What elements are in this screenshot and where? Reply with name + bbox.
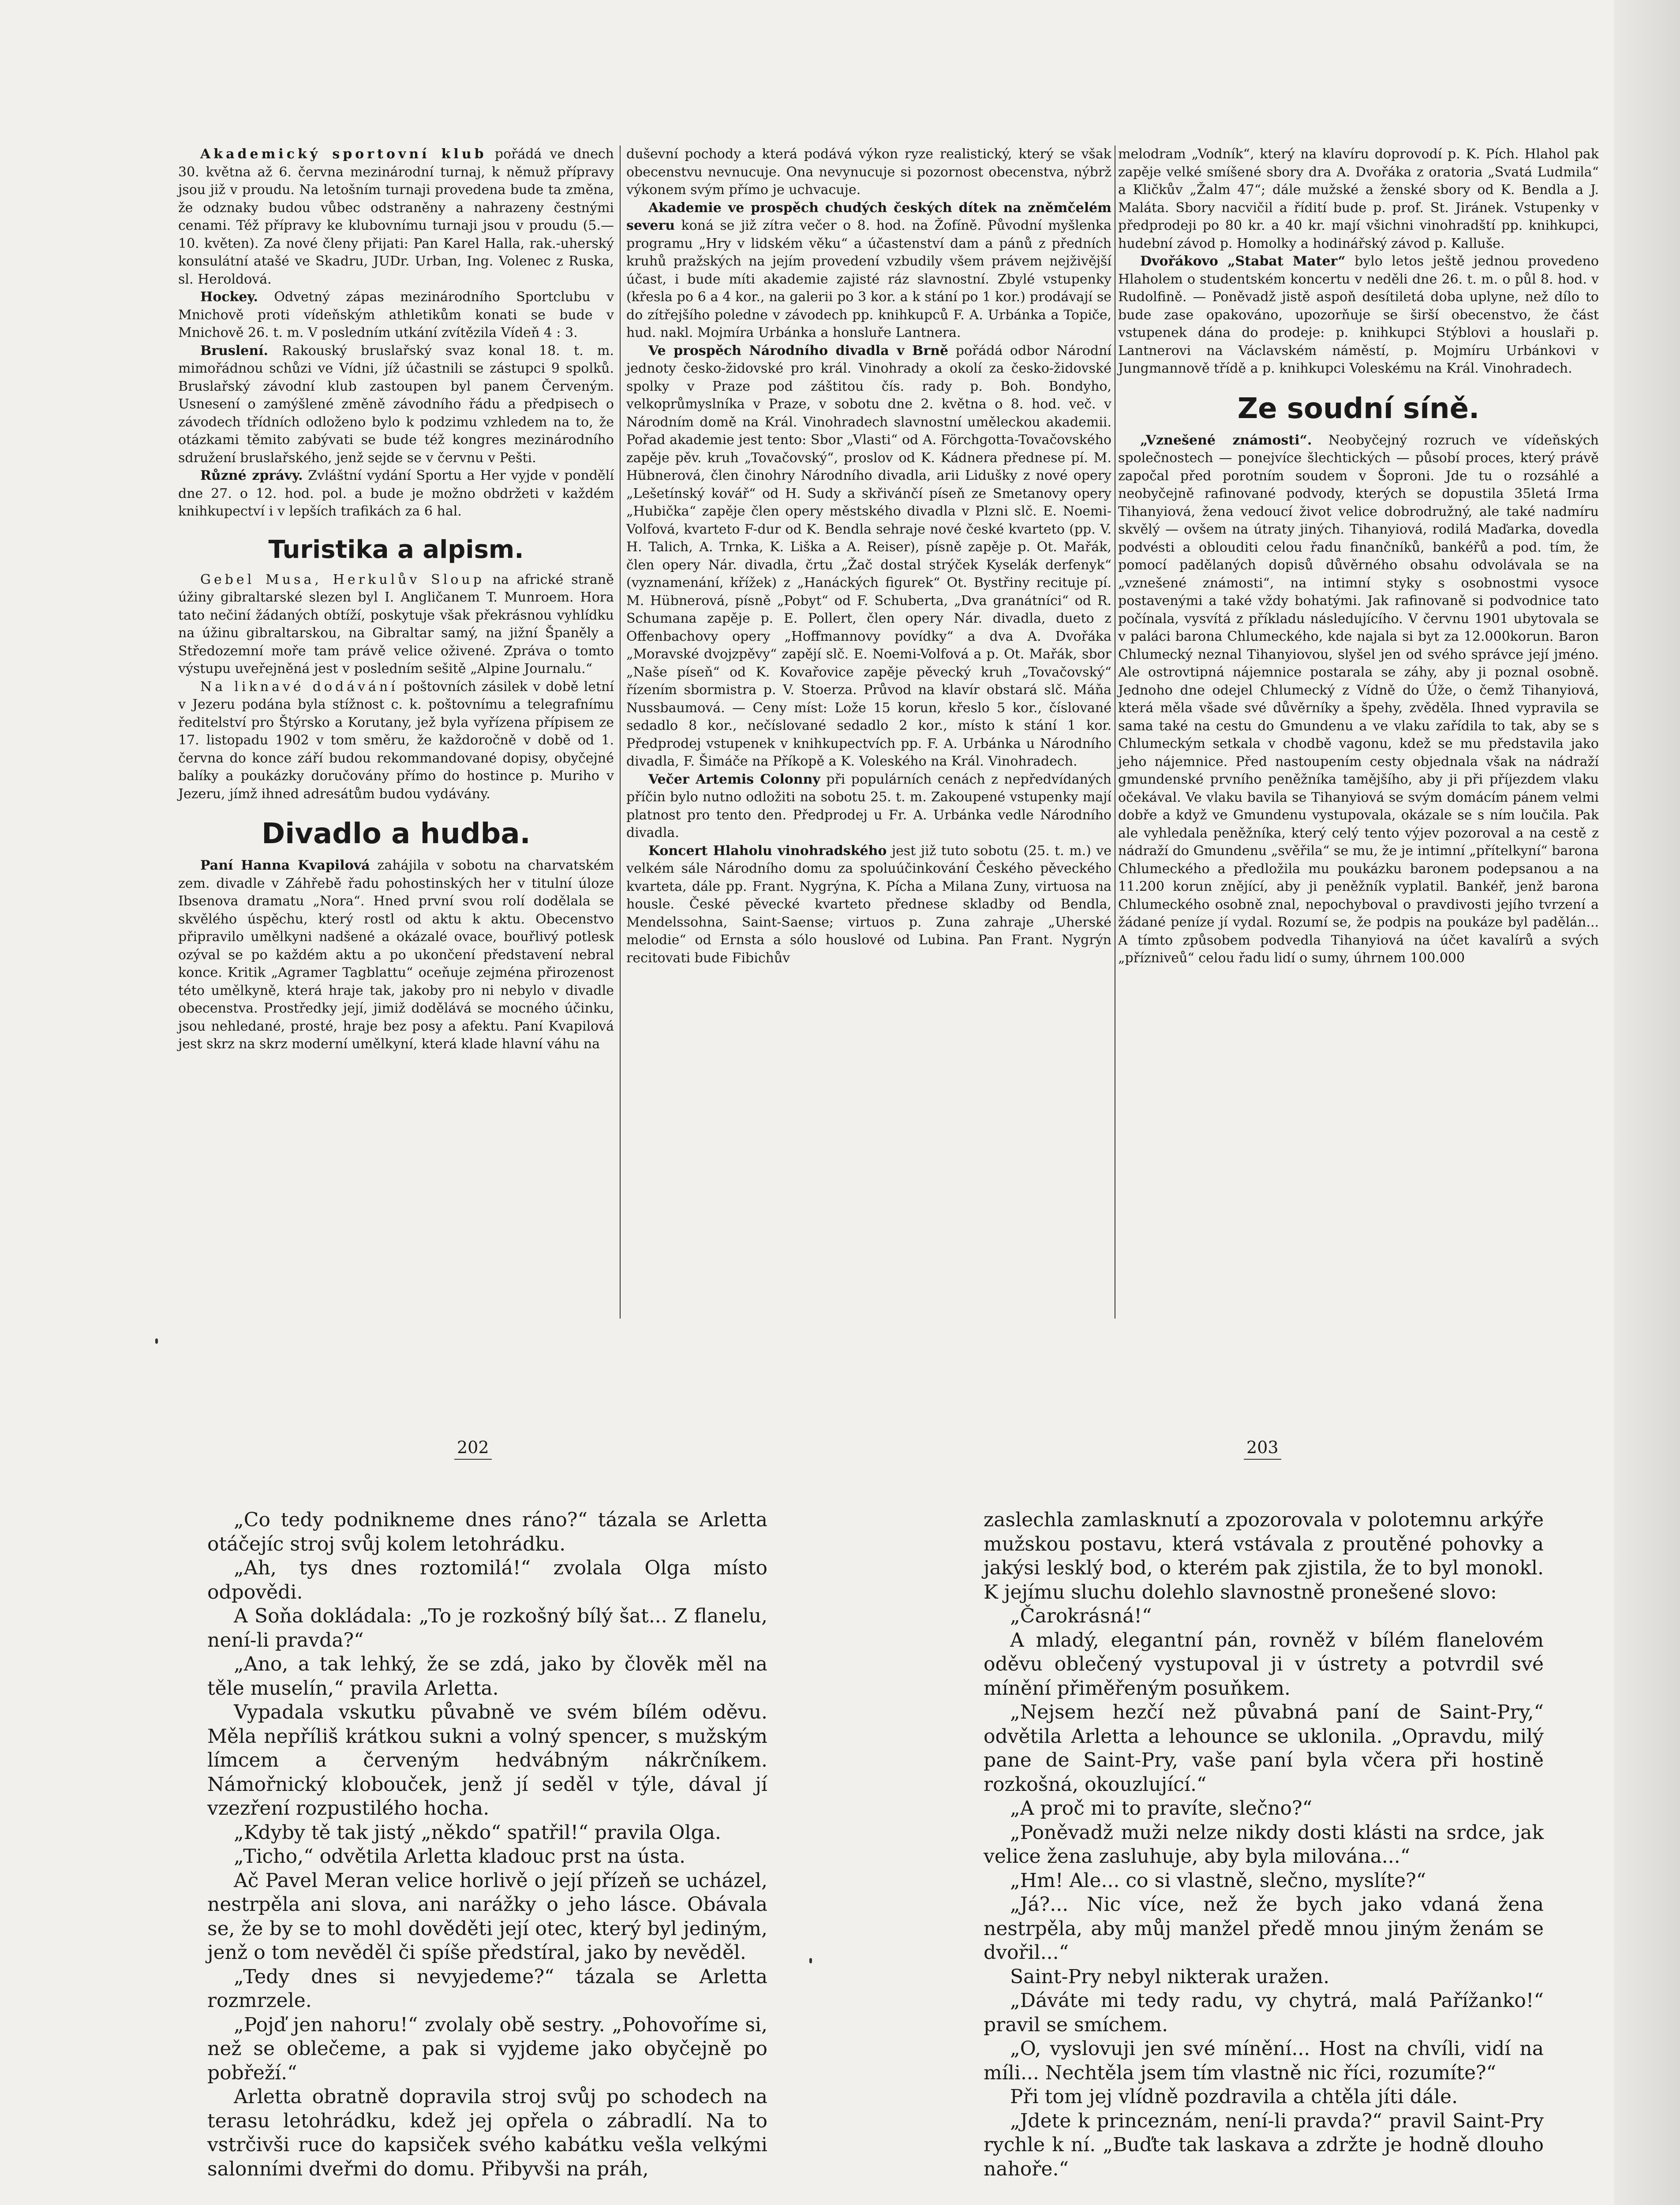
paragraph: „Dáváte mi tedy radu, vy chytrá, malá Pařížanko!“ pravil se smíchem. [984,1989,1544,2036]
paragraph: „O, vyslovuji jen své mínění... Host na chvíli, vidí na míli... Nechtěla jsem tím vlastně nic říci, rozumíte?“ [984,2037,1544,2084]
paragraph: melodram „Vodník“, který na klavíru doprovodí p. K. Pích. Hlahol pak zapěje velké smíšené sbory dra A. Dvořáka z oratoria „Svatá Ludmila“ a Kličkův „Žalm 47“; dále mužské a ženské sbory od K. Bendla a J. Malátа. Sbory nacvičil a řídití bude p. prof. St. Jiránek. Vstupenky v předprodeji po 80 kr. a 40 kr. mají všichni vinohradští pp. knihkupci, hudební závod p. Homolky a hodinářský závod p. Kalluše. [1118,146,1599,251]
page-number-right: 203 [1244,1438,1281,1460]
paragraph: Arletta obratně dopravila stroj svůj po schodech na terasu letohrádku, kdež jej opřela o zábradlí. Na to vstrčivši ruce do kapsiček svého kabátku vešla velkými salonními dveřmi do domu. Přibyvši na práh, [207,2085,767,2180]
paragraph: „Vznešené známosti“. Neobyčejný rozruch ve vídeňských společnostech — ponejvíce šlechtických — působí proces, který právě započal před porotním soudem v Šoproni. Jde tu o rozsáhlé a neobyčejně rafinované podvody, kterých se dopustila 35letá Irma Tihanyiová, žena vedoucí život velice dobrodružný, ale také nadmíru skvělý — ovšem na útraty jiných. Tihanyiová, rodilá Maďarka, dovedla podvésti a oblouditi celou řadu finančníků, bankéřů a pod. tím, že pomocí padělaných dopisů důvěrného obsahu odvolávala se na „vznešené známosti“, na intimní styky s osobnostmi vysoce postavenými a také vždy bohatými. Jak rafinovaně si podvodnice tato počínala, vysvítá z příkladu následujícího. V červnu 1901 ubytovala se v paláci barona Chlumeckého, kde najala si byt za 12.000korun. Baron Chlumecký neznal Tihanyiovou, slyšel jen od svého správce její jméno. Ale ostrovtipná nájemnice postarala se záhy, aby ji poznal osobně. Jednoho dne odejel Chlumecký z Vídně do Úže, o čemž Tihanyiová, která měla všade své důvěrníky a špehy, zvěděla. Ihned vypravila se sama také na cestu do Gmundenu a ve vlaku zařídila to tak, aby se s Chlumeckým setkala v chodbě vagonu, kdež se mu představila jako jeho nájemnice. Před nastoupením cesty objednala však na nádraží gmundenské prvního peněžníka tamějšího, aby ji při příjezdem vlaku očekával. Ve vlaku bavila se Tihanyiová se svým domácím pánem velmi dobře a když ve Gmundenu vystupovala, okázale se s ním loučila. Pak ale vyhledala peněžníka, který celý tento výjev pozoroval a na cestě z nádraží do Gmundenu „svěřila“ se mu, že je intimní „přítelkyní“ barona Chlumeckého a předložila mu poukázku baronem podepsanou a na 11.200 korun znějící, aby ji peněžník vyplatil. Bankéř, jenž barona Chlumeckého osobně znal, nepochyboval o pravdivosti jejího tvrzení a žádané peníze jí vydal. Rozumí se, že podpis na poukáze byl padělán... A tímto způsobem podvedla Tihanyiová na účet kavalírů a svých „přízniveů“ celou řadu lidí o sumy, úhrnem 100.000 [1118,432,1599,966]
section-heading: Ze soudní síně. [1237,392,1480,425]
paragraph: „Ticho,“ odvětila Arletta kladouc prst na ústa. [234,1845,686,1868]
column-rule [620,146,621,1319]
paragraph: Paní Hanna Kvapilová zahájila v sobotu na charvatském zem. divadle v Záhřebě řadu pohostinských her v titulní úloze Ibsenova dramatu „Nora“. Hned první svou rolí dodělala se skvělého úspěchu, který rostl od aktu k aktu. Obecenstvo připravilo umělkyni nadšené a okázalé ovace, bouřlivý potlesk ozýval se po každém aktu a po ukončení představení nebral konce. Kritik „Agramer Tagblattu“ oceňuje zejména přirozenost této umělkyně, která hraje tak, jakoby pro ni nebylo v divadle obecenstva. Prostředky její, jimiž dodělává se mocného účinku, jsou nehledané, prosté, hraje bez posy a afektu. Paní Kvapilová jest skrz na skrz moderní umělkyní, která klade hlavní váhu na [178,858,614,1052]
section-heading: Turistika a alpism. [268,535,524,564]
scan-speck [155,1338,158,1344]
paragraph: „Nejsem hezčí než půvabná paní de Saint-Pry,“ odvětila Arletta a lehounce se uklonila. „Opravdu, milý pane de Saint-Pry, vaše paní byla včera při hostině rozkošná, okouzlující.“ [984,1701,1544,1796]
paragraph: „Poněvadž muži nelze nikdy dosti klásti na srdce, jak velice žena zasluhuje, aby byla milována...“ [984,1821,1544,1868]
paragraph: „Hm! Ale... co si vlastně, slečno, myslíte?“ [1010,1869,1426,1892]
paragraph: A Soňa dokládala: „To je rozkošný bílý šat... Z flanelu, není-li pravda?“ [207,1605,767,1652]
paragraph: duševní pochody a která podává výkon ryze realistický, který se však obecenstvu nevnucuje. Ona nevynucuje si pozornost obecenstva, nýbrž výkonem svým přímo je uchvacuje. [626,146,1111,198]
paragraph: Vypadala vskutku půvabně ve svém bílém oděvu. Měla nepříliš krátkou sukni a volný spencer, s mužským límcem a červeným hedvábným nákrčníkem. Námořnický klobouček, jenž jí seděl v týle, dával jí vzezření rozpustilého hocha. [207,1701,767,1820]
paragraph: Dvořákovo „Stabat Mater“ bylo letos ještě jednou provedeno Hlaholem o studentském koncertu v neděli dne 26. t. m. o půl 8. hod. v Rudolfině. — Poněvadž jistě aspoň desítiletá doba uplyne, než dílo to bude zase opakováno, upozorňuje se širší obecenstvo, že část vstupenek dána do prodeje: p. knihkupci Stýblovi a houslaři p. Lantnerovi na Václavském náměstí, p. Mojmíru Urbánkovi v Jungmannově třídě a p. knihkupci Voleskému na Král. Vinohradech. [1118,254,1599,376]
paragraph: „Já?... Nic více, než že bych jako vdaná žena nestrpěla, aby můj manžel předě mnou jiným ženám se dvořil...“ [984,1893,1544,1964]
section-heading: Divadlo a hudba. [262,818,531,850]
paragraph: Hockey. Odvetný zápas mezinárodního Sportclubu v Mnichově proti vídeňským athletikům konati se bude v Mnichově 26. t. m. V posledním utkání zvítězila Vídeň 4 : 3. [178,289,614,340]
paragraph: A mladý, elegantní pán, rovněž v bílém flanelovém oděvu oblečený vystupoval ji v ústrety a potvrdil své mínění přiměřeným posuňkem. [984,1629,1544,1700]
paragraph: „Jdete k princeznám, není-li pravda?“ pravil Saint-Pry rychle k ní. „Buďte tak laskava a zdržte je hodně dlouho nahoře.“ [984,2109,1544,2180]
paragraph: „Pojď jen nahoru!“ zvolaly obě sestry. „Pohovoříme si, než se oblečeme, a pak si vyjdeme jako obyčejně po pobřeží.“ [207,2013,767,2084]
scan-edge [1614,0,1680,2205]
paragraph: Při tom jej vlídně pozdravila a chtěla jíti dále. [1010,2085,1458,2108]
paragraph: „Co tedy podnikneme dnes ráno?“ tázala se Arletta otáčejíc stroj svůj kolem letohrádku. [207,1509,767,1555]
paragraph: Večer Artemis Colonny při populárních cenách z nepředvídaných příčin bylo nutno odložiti na sobotu 25. t. m. Zakoupené vstupenky mají platnost pro tento den. Předprodej u Fr. A. Urbánka vedle Národního divadla. [626,771,1111,841]
paragraph: „Ah, tys dnes roztomilá!“ zvolala Olga místo odpovědi. [207,1557,767,1603]
paragraph: Různé zprávy. Zvláštní vydání Sportu a Her vyjde v pondělí dne 27. o 12. hod. pol. a bude je možno obdržeti v každém knihkupectví i v lepších trafikách za 6 hal. [178,468,614,519]
column-3 [1118,146,1599,968]
paragraph: „Tedy dnes si nevyjedeme?“ tázala se Arletta rozmrzele. [207,1965,767,2012]
paragraph: Saint-Pry nebyl nikterak uražen. [1010,1965,1330,1988]
paragraph: Akademie ve prospěch chudých českých dítek na zněmčelém severu koná se již zítra večer o 8. hod. na Žofíně. Původní myšlenka programu „Hry v lidském věku“ a účastenství dam a pánů z předních kruhů pražských na jejím provedení vzbudily všem právem nejživější účast, i bude míti akademie zajisté ráz slavnostní. Zbylé vstupenky (křesla po 6 a 4 kor., na galerii po 3 kor. a k stání po 1 kor.) prodávají se do zítřejšího poledne v závodech pp. knihkupců F. A. Urbánka a Topiče, hud. nakl. Mojmíra Urbánka a honsluře Lantnera. [626,200,1111,340]
paragraph: „Kdyby tě tak jistý „někdo“ spatřil!“ pravila Olga. [234,1821,721,1844]
paragraph: Koncert Hlaholu vinohradského jest již tuto sobotu (25. t. m.) ve velkém sále Národního domu za spoluúčinkování Českého pěveckého kvarteta, dále pp. Frant. Nygrýna, K. Pícha a Milana Zuny, virtuosa na housle. České pěvecké kvarteto přednese skladby od Bendla, Mendelssohna, Saint-Saense; virtuos p. Zuna zahraje „Uherské melodie“ od Ernsta a sólo houslové od Lubina. Pan Frant. Nygrýn recitovati bude Fibichův [626,843,1112,966]
paragraph: Bruslení. Rakouský bruslařský svaz konal 18. t. m. mimořádnou schůzi ve Vídni, jíž účastnili se zástupci 9 spolků. Bruslařský závodní klub zastoupen byl panem Červeným. Usnesení o zamýšlené změně závodního řádu a předpisech o závodech třídních odloženo bylo k podzimu vzhledem na to, že otázkami těmito zabývati se bude též kongres mezinárodního sdružení bruslařského, jenž sejde se v červnu v Pešti. [178,343,614,466]
scan-speck [809,1958,812,1963]
paragraph: Akademický sportovní klub pořádá ve dnech 30. května až 6. června mezinárodní turnaj, k němuž přípravy jsou již v proudu. Na letošním turnaji provedena bude ta změna, že odznaky budou vůbec odstraněny a nahrazeny čestnými cenami. Též přípravy ke klubovnímu turnaji jsou v proudu (5.—10. květen). Za nové členy přijati: Pan Karel Halla, rak.-uherský konsulátní atašé ve Skadru, JUDr. Urban, Ing. Volenec z Ruska, sl. Heroldová. [178,146,614,287]
novel-page-left [207,1508,767,2181]
paragraph: „Ano, a tak lehký, že se zdá, jako by člověk měl na těle muselín,“ pravila Arletta. [207,1653,767,1700]
paragraph: Gebel Musa, Herkulův Sloup na africké straně úžiny gibraltarské slezen byl I. Angličanem T. Munroem. Hora tato nečiní žádaných obtíží, poskytuje však překrásnou vyhlídku na úžinu gibraltarskou, na Gibraltar samý, na jižní Španěly a Středozemní moře tam právě velice oživené. Zpráva o tomto výstupu uveřejněná jest v posledním sešitě „Alpine Journalu.“ [178,572,614,676]
paragraph: Na liknavé dodávání poštovních zásilek v době letní v Jezeru podána byla stížnost c. k. poštovnímu a telegrafnímu ředitelství pro Štýrsko a Korutany, jež byla vyřízena přípisem ze 17. listopadu 1902 v tom směru, že každoročně v době od 1. června do konce září budou rekommandované dopisy, obyčejné balíky a poukázky doručovány přímo do hostince p. Muriho v Jezeru, jímž ihned adresátům budou vydávány. [178,679,614,802]
novel-page-right [984,1508,1544,2181]
column-1 [178,146,614,1054]
page-number-left: 202 [454,1438,492,1460]
paragraph: zaslechla zamlasknutí a zpozorovala v polotemnu arkýře mužskou postavu, která vstávala z proutěné pohovky a jakýsi lesklý bod, o kterém pak zjistila, že to byl monokl. K jejímu sluchu dolehlo slavnostně pronešené slovo: [984,1509,1544,1603]
column-2 [626,146,1111,967]
paragraph: „Čarokrásná!“ [1010,1605,1152,1627]
paragraph: Ač Pavel Meran velice horlivě o její přízeň se ucházel, nestrpěla ani slova, ani narážky o jeho lásce. Obávala se, že by se to mohl dověděti její otec, který byl jediným, jenž o tom nevěděl či spíše předstíral, jako by nevěděl. [207,1869,767,1964]
paragraph: „A proč mi to pravíte, slečno?“ [1010,1797,1313,1820]
paragraph: Ve prospěch Národního divadla v Brně pořádá odbor Národní jednoty česko-židovské pro král. Vinohrady a okolí za česko-židovské spolky v Praze pod záštitou čís. rady p. Boh. Bondyho, velkoprůmyslníka v Praze, v sobotu dne 2. května o 8. hod. več. v Národním domě na Král. Vinohradech slavnostní uměleckou akademii. Pořad akademie jest tento: Sbor „Vlasti“ od A. Förchgotta-Tovačovského zapěje pěv. kruh „Tovačovský“, proslov od K. Kádnera přednese pí. M. Hübnerová, člen činohry Národního divadla, arii Lidušky z nové opery „Lešetínský kovář“ od H. Sudy a skřivánčí píseň ze Smetanovy opery „Hubička“ zapěje člen opery městského divadla v Plzni slč. E. Noemi-Volfová, kvarteto F-dur od K. Bendla sehraje nové české kvarteto (pp. V. H. Talich, A. Trnka, K. Liška a A. Reiser), písně zapěje p. Ot. Mařák, člen opery Nár. divadla, črtu „Žač dostal strýček Kyselák derfenyk“ (vyznamenání, křížek) z „Hanáckých figurek“ Ot. Bystřiny recituje pí. M. Hübnerová, písně „Pobyt“ od F. Schuberta, „Dva granátníci“ od R. Schumana zapěje p. E. Pollert, člen opery Nár. divadla, dueto z Offenbachovy opery „Hoffmannovy povídky“ a dva A. Dvořáka „Moravské dvojzpěvy“ zapějí slč. E. Noemi-Volfová a p. Ot. Mařák, sbor „Naše píseň“ od K. Kovařovice zapěje pěvecký kruh „Tovačovský“ řízením sbormistra p. V. Stoerza. Průvod na klavír obstará slč. Máňa Nussbaumová. — Ceny míst: Lože 15 korun, křeslo 5 kor., číslované sedadlo 8 kor., nečíslované sedadlo 2 kor., místo k stání 1 kor. Předprodej vstupenek v knihkupectvích pp. F. A. Urbánka u Národního divadla, F. Šimáče na Příkopě a K. Voleského na Král. Vinohradech. [626,343,1111,769]
